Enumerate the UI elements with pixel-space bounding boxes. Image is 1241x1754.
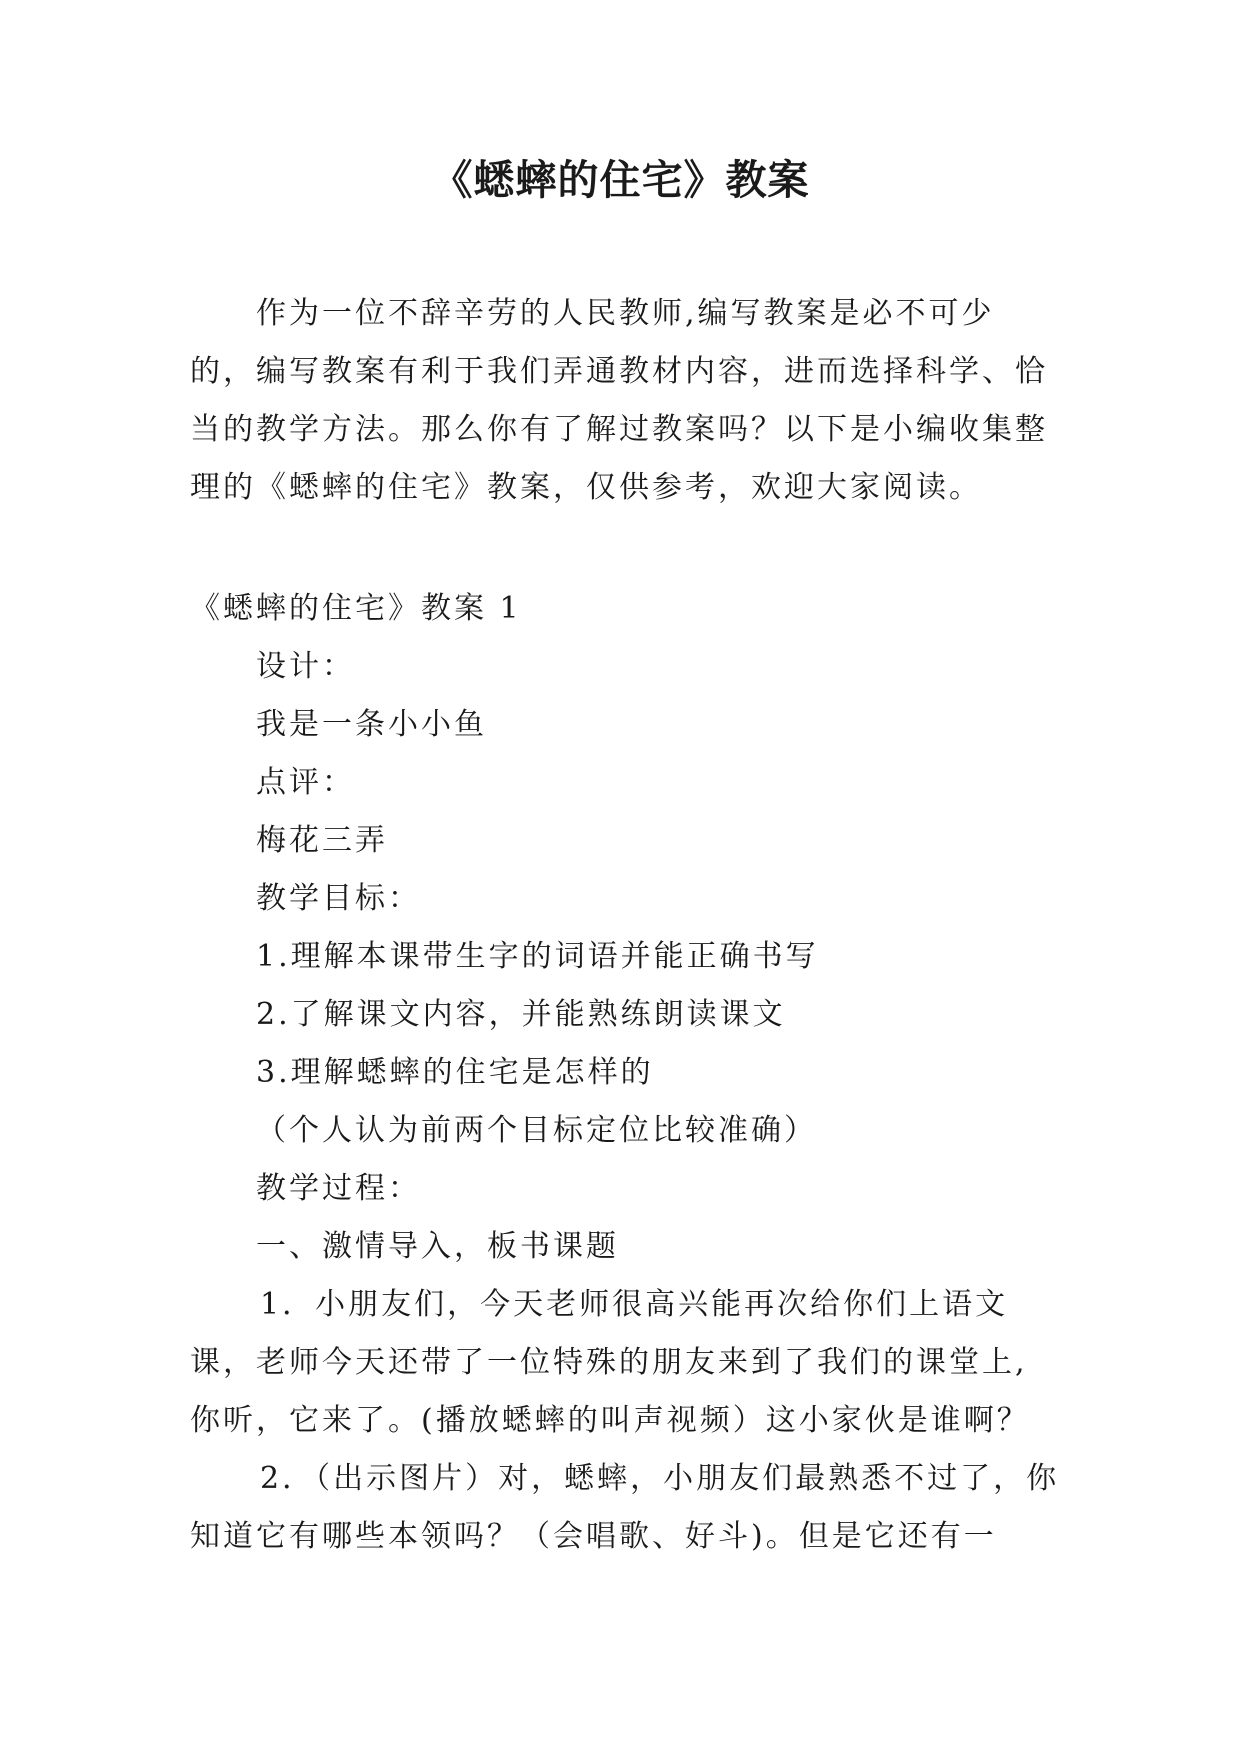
process-label: 教学过程： (256, 1171, 421, 1206)
section-heading: 《蟋蟀的住宅》教案 1 (190, 591, 522, 626)
review-author: 梅花三弄 (256, 823, 388, 858)
lesson-plan-body (190, 580, 1060, 1566)
review-label: 点评： (256, 765, 355, 800)
objective-2: 2.了解课文内容，并能熟练朗读课文 (256, 997, 786, 1032)
step-paragraph-1: 1．小朋友们，今天老师很高兴能再次给你们上语文课，老师今天还带了一位特殊的朋友来到了我们的课堂上,你听，它来了。(播放蟋蟀的叫声视频）这小家伙是谁啊？ (190, 1287, 1030, 1438)
design-label: 设计： (256, 649, 355, 684)
intro-paragraph: 作为一位不辞辛劳的人民教师,编写教案是必不可少的，编写教案有利于我们弄通教材内容，进而选择科学、恰当的教学方法。那么你有了解过教案吗？以下是小编收集整理的《蟋蟀的住宅》教案，仅供参考，欢迎大家阅读。 (190, 296, 1048, 505)
document-title: 《蟋蟀的住宅》教案 (431, 156, 810, 204)
objectives-label: 教学目标： (256, 881, 421, 916)
objective-3: 3.理解蟋蟀的住宅是怎样的 (256, 1055, 654, 1090)
objective-1: 1.理解本课带生字的词语并能正确书写 (256, 939, 819, 974)
step-one-heading: 一、激情导入，板书课题 (256, 1229, 619, 1264)
objective-note: （个人认为前两个目标定位比较准确） (256, 1113, 817, 1148)
step-paragraph-2: 2．（出示图片）对，蟋蟀，小朋友们最熟悉不过了，你知道它有哪些本领吗？（会唱歌、好斗)。但是它还有一 (190, 1461, 1060, 1554)
design-author: 我是一条小小鱼 (256, 707, 487, 742)
